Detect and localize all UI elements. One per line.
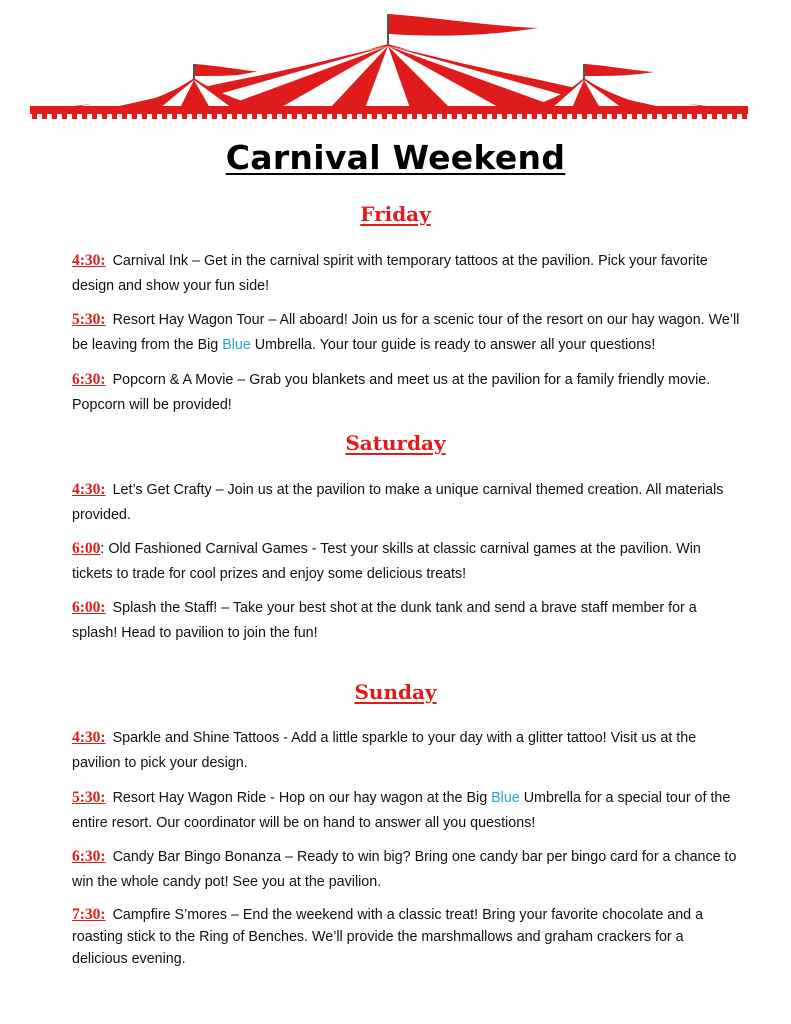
event-item [72, 478, 740, 527]
event-description-start: Resort Hay Wagon Ride - Hop on our hay wagon at the Big [112, 790, 492, 806]
day-heading-saturday: Saturday [345, 431, 446, 455]
event-time: 6:00: [72, 599, 106, 616]
event-description-end: Umbrella for a special tour of the entire resort. Our coordinator will be on hand to answer all you questions! [72, 790, 731, 831]
event-item [72, 308, 740, 357]
event-item [72, 537, 740, 586]
event-description: Campfire S’mores – End the weekend with a classic treat! Bring your favorite chocolate and a roasting stick to the Ring of Benches. We’ll provide the marshmallows and graham crackers for a delicious evening. [72, 907, 704, 967]
event-description: Popcorn & A Movie – Grab you blankets and meet us at the pavilion for a family friendly movie. Popcorn will be provided! [72, 372, 711, 413]
page-title: Carnival Weekend [225, 138, 566, 177]
event-item [72, 845, 740, 894]
event-description: Let’s Get Crafty – Join us at the pavilion to make a unique carnival themed creation. All materials provided. [72, 482, 724, 523]
event-description: : Old Fashioned Carnival Games - Test your skills at classic carnival games at the pavilion. Win tickets to trade for cool prizes and enjoy some delicious treats! [72, 541, 701, 582]
event-time: 5:30: [72, 311, 106, 328]
event-time: 6:30: [72, 371, 106, 388]
blue-highlight: Blue [222, 336, 251, 353]
event-description-start: Resort Hay Wagon Tour – All aboard! Join us for a scenic tour of the resort on our hay wagon. We’ll be leaving from the Big [72, 312, 740, 353]
event-description: Splash the Staff! – Take your best shot at the dunk tank and send a brave staff member for a splash! Head to pavilion to join the fun! [72, 600, 697, 641]
event-item [72, 368, 740, 417]
event-time: 5:30: [72, 789, 106, 806]
day-heading-friday: Friday [360, 202, 431, 226]
day-heading-sunday: Sunday [354, 680, 437, 704]
event-time: 4:30: [72, 481, 106, 498]
event-item [72, 249, 740, 298]
event-description-end: Umbrella. Your tour guide is ready to answer all your questions! [250, 336, 656, 353]
event-item [72, 904, 740, 970]
event-time: 7:30: [72, 906, 106, 923]
blue-highlight: Blue [491, 790, 520, 806]
event-description: Candy Bar Bingo Bonanza – Ready to win big? Bring one candy bar per bingo card for a chance to win the whole candy pot! See you at the pavilion. [72, 849, 737, 890]
event-description: Sparkle and Shine Tattoos - Add a little sparkle to your day with a glitter tattoo! Visit us at the pavilion to pick your design. [72, 730, 697, 771]
event-time: 6:30: [72, 848, 106, 865]
event-item [72, 786, 740, 835]
event-item [72, 596, 740, 645]
event-description: Carnival Ink – Get in the carnival spirit with temporary tattoos at the pavilion. Pick your favorite design and show your fun side! [72, 253, 708, 294]
event-item [72, 726, 740, 775]
circus-tent-illustration [0, 0, 791, 130]
event-time: 4:30: [72, 252, 106, 269]
event-time: 4:30: [72, 729, 106, 746]
event-time: 6:00 [72, 540, 101, 557]
